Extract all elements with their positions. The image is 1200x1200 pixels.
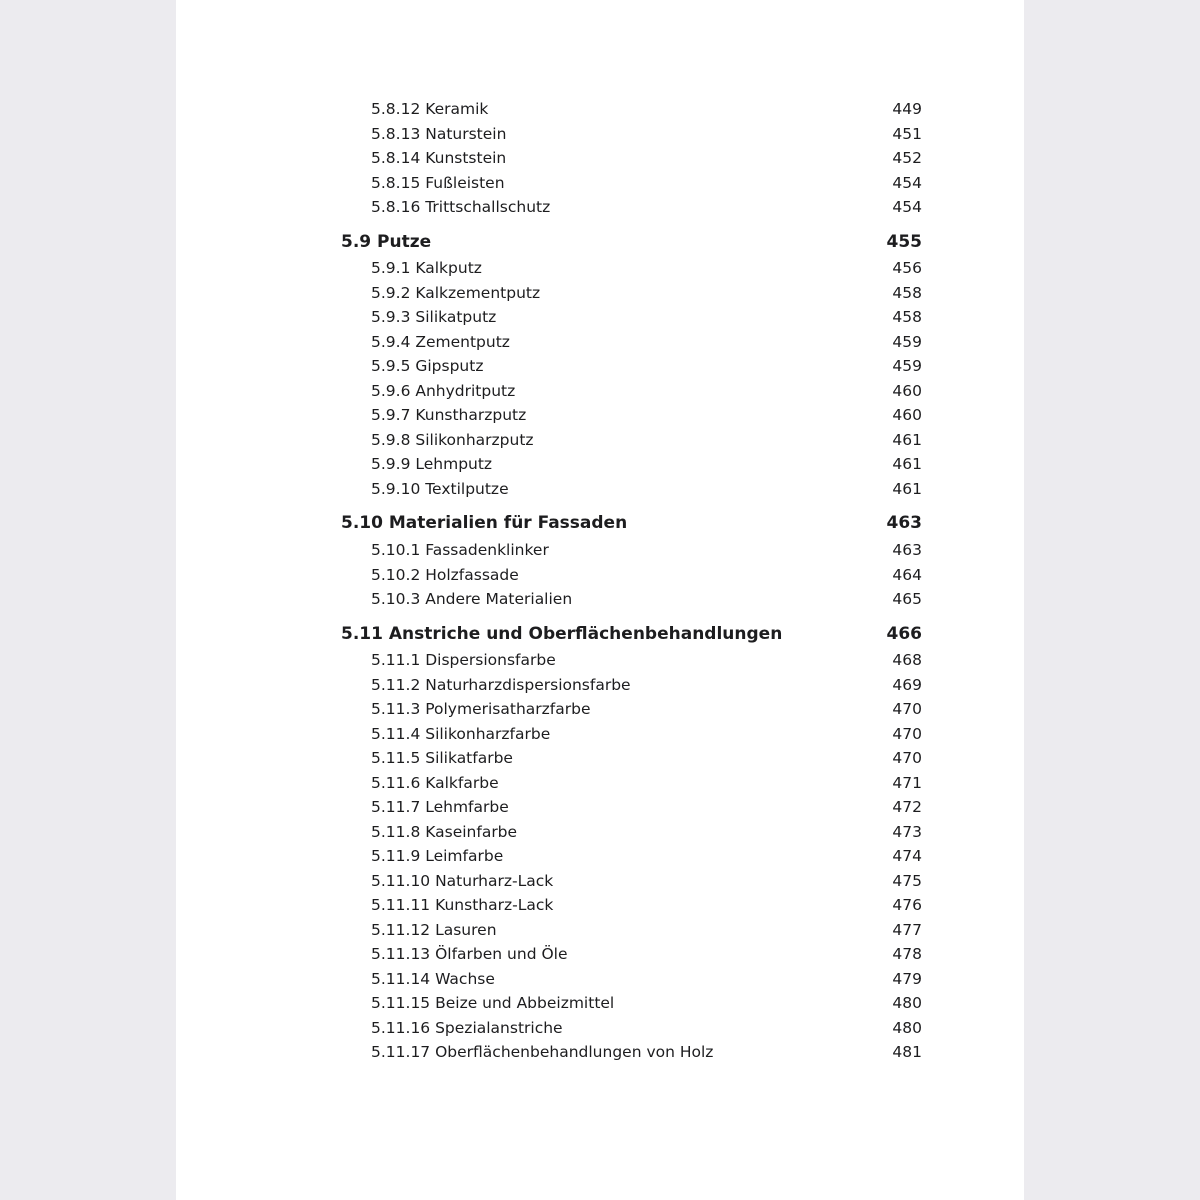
toc-entry [341, 305, 922, 330]
toc-entry [341, 697, 922, 722]
toc-entry-page-number: 465 [892, 590, 922, 609]
toc-entry-title: 5.9.9 Lehmputz [371, 455, 493, 474]
toc-entry-page-number: 464 [892, 565, 922, 584]
toc-entry-title: 5.11.12 Lasuren [371, 920, 497, 939]
toc-entry-title: 5.9.1 Kalkputz [371, 259, 482, 278]
toc-entry [341, 97, 922, 122]
toc-entry-page-number: 454 [892, 173, 922, 192]
toc-entry [341, 869, 922, 894]
toc-entry-page-number: 461 [892, 430, 922, 449]
toc-entry [341, 428, 922, 453]
toc-entry [341, 587, 922, 612]
toc-entry-page-number: 461 [892, 455, 922, 474]
toc-section-page-number: 466 [886, 623, 922, 644]
toc-entry-page-number: 458 [892, 308, 922, 327]
toc-entry-page-number: 472 [892, 798, 922, 817]
toc-section-heading [341, 229, 922, 257]
table-of-contents [341, 97, 922, 1065]
toc-entry-page-number: 470 [892, 700, 922, 719]
toc-entry-page-number: 475 [892, 871, 922, 890]
toc-entry-title: 5.11.17 Oberflächenbehandlungen von Holz [371, 1043, 714, 1062]
toc-entry-title: 5.8.16 Trittschallschutz [371, 198, 551, 216]
toc-entry [341, 746, 922, 771]
toc-entry [341, 795, 922, 820]
toc-entry [341, 354, 922, 379]
toc-entry [341, 967, 922, 992]
toc-entry-title: 5.9.5 Gipsputz [371, 357, 484, 376]
toc-section-heading [341, 510, 922, 538]
toc-entry [341, 330, 922, 355]
toc-entry [341, 563, 922, 588]
toc-entry-page-number: 476 [892, 896, 922, 915]
toc-entry-title: 5.9.7 Kunstharzputz [371, 406, 527, 425]
toc-entry-title: 5.11.4 Silikonharzfarbe [371, 724, 551, 743]
toc-entry [341, 991, 922, 1016]
toc-entry [341, 918, 922, 943]
toc-entry-title: 5.11.7 Lehmfarbe [371, 798, 509, 817]
toc-entry-title: 5.9.2 Kalkzementputz [371, 283, 541, 302]
toc-entry-title: 5.11.16 Spezialanstriche [371, 1018, 563, 1037]
toc-entry-title: 5.11.2 Naturharzdispersionsfarbe [371, 675, 631, 694]
toc-entry-page-number: 452 [892, 149, 922, 167]
toc-entry-page-number: 474 [892, 847, 922, 866]
toc-entry-title: 5.11.15 Beize und Abbeizmittel [371, 994, 615, 1013]
toc-entry-page-number: 451 [892, 124, 922, 143]
toc-entry-page-number: 460 [892, 406, 922, 425]
toc-entry-title: 5.9.8 Silikonharzputz [371, 430, 534, 449]
toc-section-title: 5.10 Materialien für Fassaden [341, 513, 628, 534]
toc-entry [341, 195, 922, 220]
toc-entry [341, 146, 922, 171]
toc-entry [341, 673, 922, 698]
toc-entry [341, 1040, 922, 1065]
toc-entry-page-number: 477 [892, 920, 922, 939]
toc-entry-page-number: 469 [892, 675, 922, 694]
toc-entry-title: 5.11.10 Naturharz-Lack [371, 871, 554, 890]
toc-entry-title: 5.11.9 Leimfarbe [371, 847, 504, 866]
toc-entry-title: 5.9.4 Zementputz [371, 332, 510, 351]
toc-entry-title: 5.8.13 Naturstein [371, 124, 507, 143]
toc-entry-title: 5.11.1 Dispersionsfarbe [371, 651, 556, 670]
toc-entry-page-number: 470 [892, 724, 922, 743]
toc-entry-title: 5.9.6 Anhydritputz [371, 381, 516, 400]
toc-entry [341, 403, 922, 428]
toc-entry-page-number: 454 [892, 198, 922, 216]
toc-section-page-number: 455 [886, 231, 922, 252]
toc-entry-page-number: 458 [892, 283, 922, 302]
toc-entry-page-number: 478 [892, 945, 922, 964]
toc-entry [341, 648, 922, 673]
toc-entry-title: 5.10.1 Fassadenklinker [371, 541, 549, 560]
toc-entry [341, 477, 922, 502]
toc-entry-title: 5.9.3 Silikatputz [371, 308, 497, 327]
toc-entry [341, 893, 922, 918]
toc-entry-title: 5.9.10 Textilputze [371, 479, 509, 498]
toc-entry-page-number: 468 [892, 651, 922, 670]
toc-entry-page-number: 459 [892, 332, 922, 351]
toc-entry-page-number: 470 [892, 749, 922, 768]
toc-entry-page-number: 480 [892, 1018, 922, 1037]
toc-entry-title: 5.8.15 Fußleisten [371, 173, 505, 192]
toc-entry [341, 379, 922, 404]
toc-entry [341, 538, 922, 563]
toc-entry-title: 5.8.14 Kunststein [371, 149, 507, 167]
toc-section-page-number: 463 [886, 513, 922, 534]
toc-entry [341, 256, 922, 281]
toc-entry [341, 820, 922, 845]
toc-entry-title: 5.11.6 Kalkfarbe [371, 773, 499, 792]
toc-entry-page-number: 479 [892, 969, 922, 988]
toc-section-title: 5.11 Anstriche und Oberflächenbehandlungen [341, 623, 783, 644]
toc-entry-title: 5.10.3 Andere Materialien [371, 590, 573, 609]
toc-entry-title: 5.11.3 Polymerisatharzfarbe [371, 700, 591, 719]
toc-section-title: 5.9 Putze [341, 231, 432, 252]
toc-entry [341, 771, 922, 796]
toc-entry-page-number: 463 [892, 541, 922, 560]
toc-entry-page-number: 449 [892, 100, 922, 118]
toc-entry-page-number: 461 [892, 479, 922, 498]
toc-entry-title: 5.11.13 Ölfarben und Öle [371, 945, 568, 964]
toc-entry [341, 452, 922, 477]
toc-entry [341, 844, 922, 869]
toc-entry-title: 5.11.11 Kunstharz-Lack [371, 896, 554, 915]
toc-entry-page-number: 471 [892, 773, 922, 792]
toc-entry-page-number: 460 [892, 381, 922, 400]
toc-entry-page-number: 481 [892, 1043, 922, 1062]
toc-entry-title: 5.10.2 Holzfassade [371, 565, 519, 584]
toc-entry-page-number: 459 [892, 357, 922, 376]
toc-entry-title: 5.11.14 Wachse [371, 969, 495, 988]
toc-entry-page-number: 473 [892, 822, 922, 841]
toc-entry-title: 5.11.8 Kaseinfarbe [371, 822, 518, 841]
toc-section-heading [341, 621, 922, 649]
toc-entry-title: 5.8.12 Keramik [371, 100, 489, 118]
toc-entry [341, 942, 922, 967]
toc-entry [341, 171, 922, 196]
toc-entry [341, 122, 922, 147]
toc-entry-page-number: 480 [892, 994, 922, 1013]
toc-entry-title: 5.11.5 Silikatfarbe [371, 749, 513, 768]
toc-entry [341, 722, 922, 747]
toc-entry [341, 281, 922, 306]
toc-entry [341, 1016, 922, 1041]
toc-entry-page-number: 456 [892, 259, 922, 278]
